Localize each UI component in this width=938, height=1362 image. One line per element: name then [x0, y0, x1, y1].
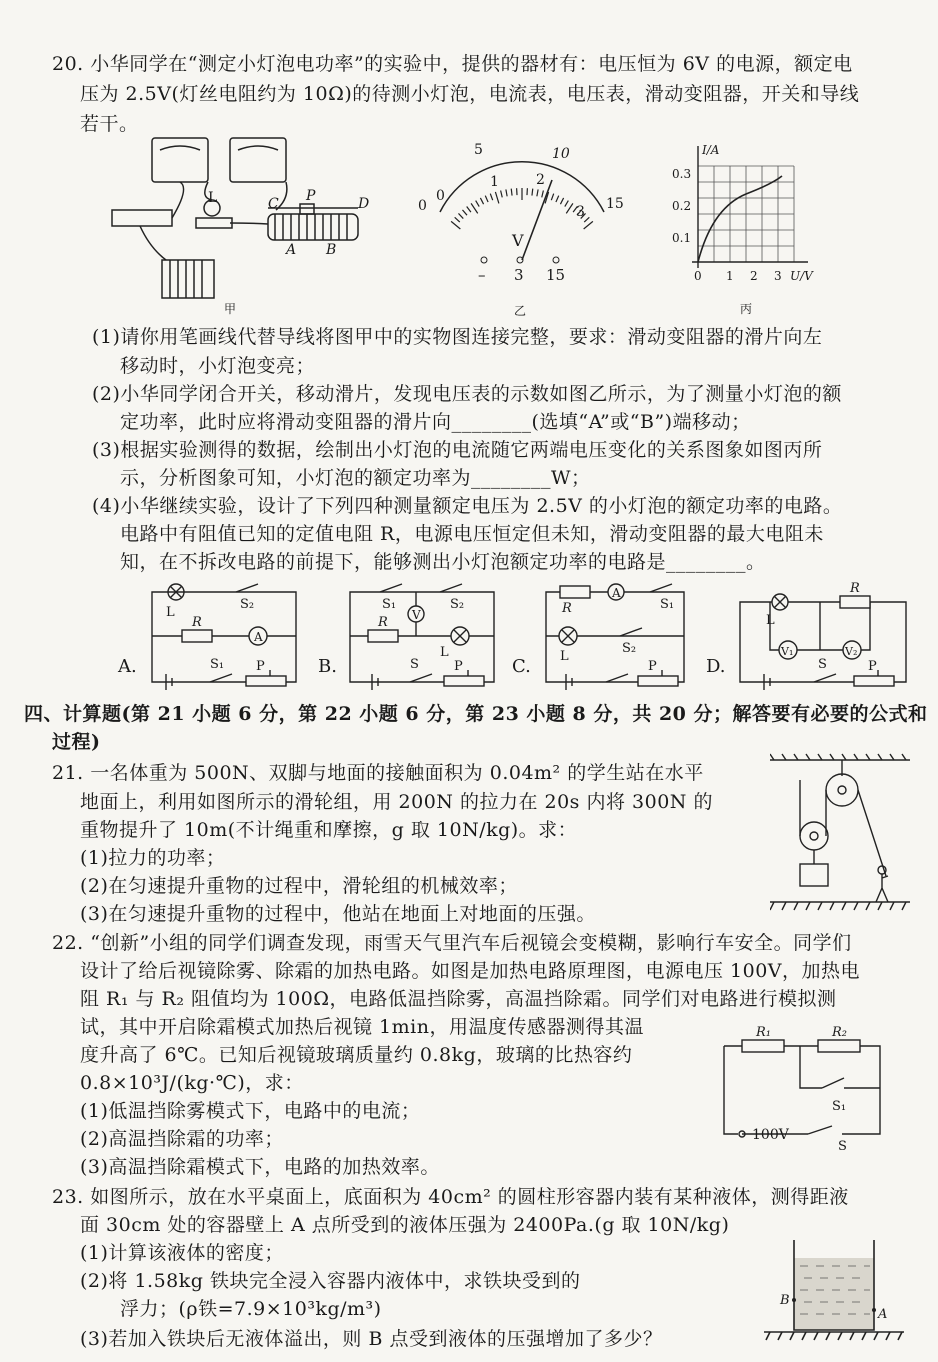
voltmeter-scale-tick	[476, 201, 480, 207]
q23-line-1: 23. 如图所示，放在水平桌面上，底面积为 40cm² 的圆柱形容器内装有某种液体，测得距液	[52, 1186, 849, 1208]
q23-line-3: (1)计算该液体的密度；	[80, 1242, 284, 1264]
voltmeter-scale-tick	[490, 194, 492, 201]
bing-y-03: 0.3	[672, 167, 692, 181]
yi-small-1: 1	[490, 174, 499, 190]
voltmeter-scale-tick	[506, 189, 507, 196]
voltmeter-scale-tick	[480, 198, 483, 204]
bing-x-3: 3	[774, 269, 782, 283]
heat-S1: S₁	[832, 1099, 847, 1114]
voltmeter-scale-tick	[566, 203, 573, 213]
figure-four-circuits	[110, 580, 910, 692]
q22-line-8: (2)高温挡除霜的功率；	[80, 1128, 284, 1150]
jia-label-A: A	[286, 242, 297, 258]
q20-line-2: 压为 2.5V(灯丝电阻约为 10Ω)的待测小灯泡，电流表，电压表，滑动变阻器，开关和导线	[80, 83, 860, 105]
circuit-D-label: D.	[706, 656, 726, 677]
voltmeter-scale-tick	[511, 189, 512, 196]
figure-pulley-system	[770, 752, 920, 917]
q20-part4-line1: (4)小华继续实验，设计了下列四种测量额定电压为 2.5V 的小灯泡的额定功率的电路。	[92, 495, 843, 517]
circuit-D-R: R	[850, 581, 860, 596]
voltmeter-scale-tick	[501, 191, 503, 198]
q20-part1-line1: (1)请你用笔画线代替导线将图甲中的实物图连接完整，要求：滑动变阻器的滑片向左	[92, 326, 823, 348]
voltmeter-scale-tick	[455, 217, 460, 222]
section4-heading-line2: 过程)	[52, 731, 101, 753]
q20-line-3: 若干。	[80, 113, 139, 135]
circuit-A-label: A.	[118, 656, 137, 677]
bing-x-0: 0	[694, 269, 702, 283]
circuit-A-R: R	[192, 615, 202, 630]
q22-line-4: 试，其中开启除霜模式加热后视镜 1min，用温度传感器测得其温	[80, 1016, 644, 1038]
voltmeter-scale-tick	[565, 201, 569, 207]
figure-yi-voltmeter	[412, 130, 632, 320]
caption-bing: 丙	[740, 302, 753, 316]
yi-terminal-15: 15	[546, 266, 566, 284]
q21-line-3: 重物提升了 10m(不计绳重和摩擦，g 取 10N/kg)。求：	[80, 819, 578, 841]
caption-jia: 甲	[224, 302, 237, 316]
yi-terminal-minus: –	[478, 266, 486, 284]
q21-line-4: (1)拉力的功率；	[80, 847, 226, 869]
yi-small-2: 2	[536, 172, 545, 188]
q20-part4-line2: 电路中有阻值已知的定值电阻 R，电源电压恒定但未知，滑动变阻器的最大电阻未	[120, 523, 824, 545]
voltmeter-scale-tick	[584, 221, 593, 229]
section4-heading-line1: 四、计算题(第 21 小题 6 分，第 22 小题 6 分，第 23 小题 8 分，共 20 分；解答要有必要的公式和	[24, 703, 928, 725]
yi-small-3: 3	[576, 204, 585, 220]
bing-y-02: 0.2	[672, 199, 692, 213]
circuit-C-S2: S₂	[622, 641, 637, 656]
bing-axis-I: I/A	[702, 143, 720, 157]
q22-line-2: 设计了给后视镜除雾、除霜的加热电路。如图是加热电路原理图，电源电压 100V，加热电	[80, 960, 861, 982]
bing-x-2: 2	[750, 269, 758, 283]
circuit-D-V1: V₁	[781, 645, 794, 658]
circuit-B-P: P	[454, 659, 463, 674]
circuit-B-label: B.	[318, 656, 337, 677]
jia-label-L: L	[208, 190, 218, 206]
yi-big-15: 15	[606, 196, 624, 212]
yi-terminal-3: 3	[514, 266, 524, 284]
q23-line-5: 浮力；(ρ铁=7.9×10³kg/m³)	[120, 1298, 382, 1320]
figure-heating-circuit	[712, 1020, 902, 1155]
q20-line-1: 20. 小华同学在“测定小灯泡电功率”的实验中，提供的器材有：电压恒为 6V 的电源，额定电	[52, 53, 853, 75]
q22-line-3: 阻 R₁ 与 R₂ 阻值均为 100Ω，电路低温挡除雾，高温挡除霜。同学们对电路进行模拟测	[80, 988, 837, 1010]
q21-line-2: 地面上，利用如图所示的滑轮组，用 200N 的拉力在 20s 内将 300N 的	[80, 791, 713, 813]
circuit-C-L: L	[560, 649, 569, 664]
q21-line-1: 21. 一名体重为 500N、双脚与地面的接触面积为 0.04m² 的学生站在水平	[52, 762, 704, 784]
voltmeter-scale-tick	[584, 217, 589, 222]
voltmeter-scale-tick	[462, 210, 467, 215]
circuit-C-S1: S₁	[660, 597, 675, 612]
heat-R2: R₂	[832, 1025, 847, 1040]
circuit-A-S1: S₁	[210, 657, 225, 672]
circuit-B-R: R	[378, 615, 388, 630]
voltmeter-scale-tick	[471, 203, 478, 213]
bing-x-1: 1	[726, 269, 734, 283]
q20-part3-line1: (3)根据实验测得的数据，绘制出小灯泡的电流随它两端电压变化的关系图象如图丙所	[92, 439, 823, 461]
voltmeter-scale-tick	[556, 196, 559, 202]
circuit-A-P: P	[256, 659, 265, 674]
q23-line-6: (3)若加入铁块后无液体溢出，则 B 点受到液体的压强增加了多少？	[80, 1328, 663, 1350]
figure-bing-iu-graph	[672, 138, 822, 318]
circuit-D-P: P	[868, 659, 877, 674]
jia-label-D: D	[358, 196, 370, 212]
q22-line-5: 度升高了 6℃。已知后视镜玻璃质量约 0.8kg，玻璃的比热容约	[80, 1044, 633, 1066]
circuit-A-S2: S₂	[240, 597, 255, 612]
yi-big-0: 0	[418, 198, 427, 214]
caption-yi: 乙	[514, 304, 527, 318]
heat-S: S	[838, 1139, 847, 1154]
circuit-D-S: S	[818, 657, 827, 672]
circuit-B-S1: S₁	[382, 597, 397, 612]
voltmeter-scale-tick	[537, 189, 538, 196]
bing-axis-U: U/V	[790, 269, 813, 283]
circuit-C-ammeter: A	[612, 586, 621, 600]
jia-label-B: B	[326, 242, 337, 258]
q23-line-4: (2)将 1.58kg 铁块完全浸入容器内液体中，求铁块受到的	[80, 1270, 581, 1292]
yi-big-5: 5	[474, 142, 483, 158]
circuit-A-L: L	[166, 605, 175, 620]
circuit-B-voltmeter: V	[412, 608, 421, 622]
circuit-C-R: R	[562, 601, 572, 616]
q22-line-7: (1)低温挡除雾模式下，电路中的电流；	[80, 1100, 421, 1122]
voltmeter-scale-tick	[467, 206, 471, 212]
circuit-B-S2: S₂	[450, 597, 465, 612]
voltmeter-scale-tick	[532, 189, 533, 196]
figure-liquid-container	[764, 1236, 904, 1346]
circuit-D-V2: V₂	[845, 645, 858, 658]
voltmeter-scale-tick	[458, 213, 463, 218]
q21-line-6: (3)在匀速提升重物的过程中，他站在地面上对地面的压强。	[80, 903, 596, 925]
circuit-B-L: L	[440, 645, 449, 660]
container-point-A: A	[878, 1307, 888, 1322]
q20-part3-line2: 示，分析图象可知，小灯泡的额定功率为________W；	[120, 467, 591, 489]
circuit-D-L: L	[766, 613, 775, 628]
voltmeter-scale-tick	[542, 191, 544, 198]
bing-y-01: 0.1	[672, 231, 692, 245]
q22-line-9: (3)高温挡除霜模式下，电路的加热效率。	[80, 1156, 440, 1178]
voltmeter-scale-tick	[560, 198, 563, 204]
q22-line-6: 0.8×10³J/(kg·℃)，求：	[80, 1072, 304, 1094]
circuit-C-P: P	[648, 659, 657, 674]
circuit-B-S: S	[410, 657, 419, 672]
voltmeter-scale-tick	[495, 192, 498, 203]
container-point-B: B	[780, 1293, 790, 1308]
yi-big-10: 10	[552, 146, 570, 162]
yi-small-0: 0	[436, 188, 445, 204]
heat-R1: R₁	[756, 1025, 771, 1040]
q22-line-1: 22. “创新”小组的同学们调查发现，雨雪天气里汽车后视镜会变模糊，影响行车安全。同学们	[52, 932, 852, 954]
voltmeter-scale-tick	[451, 221, 460, 229]
circuit-C-label: C.	[512, 656, 531, 677]
yi-meter-V: V	[512, 231, 524, 250]
q21-line-5: (2)在匀速提升重物的过程中，滑轮组的机械效率；	[80, 875, 518, 897]
jia-label-C: C	[268, 196, 279, 212]
voltmeter-scale-tick	[551, 194, 553, 201]
q20-part1-line2: 移动时，小灯泡变亮；	[120, 355, 316, 377]
q20-part2-line1: (2)小华同学闭合开关，移动滑片，发现电压表的示数如图乙所示，为了测量小灯泡的额	[92, 383, 842, 405]
jia-label-P: P	[306, 188, 316, 204]
heat-voltage: 100V	[752, 1127, 789, 1143]
q23-line-2: 面 30cm 处的容器壁上 A 点所受到的液体压强为 2400Pa.(g 取 10N/kg)	[80, 1214, 730, 1236]
figure-jia-circuit	[100, 128, 390, 318]
q20-part2-line2: 定功率，此时应将滑动变阻器的滑片向________(选填“A”或“B”)端移动；	[120, 411, 751, 433]
q20-part4-line3: 知，在不拆改电路的前提下，能够测出小灯泡额定功率的电路是________。	[120, 551, 766, 573]
voltmeter-scale-tick	[485, 196, 488, 202]
circuit-A-ammeter: A	[254, 630, 263, 644]
